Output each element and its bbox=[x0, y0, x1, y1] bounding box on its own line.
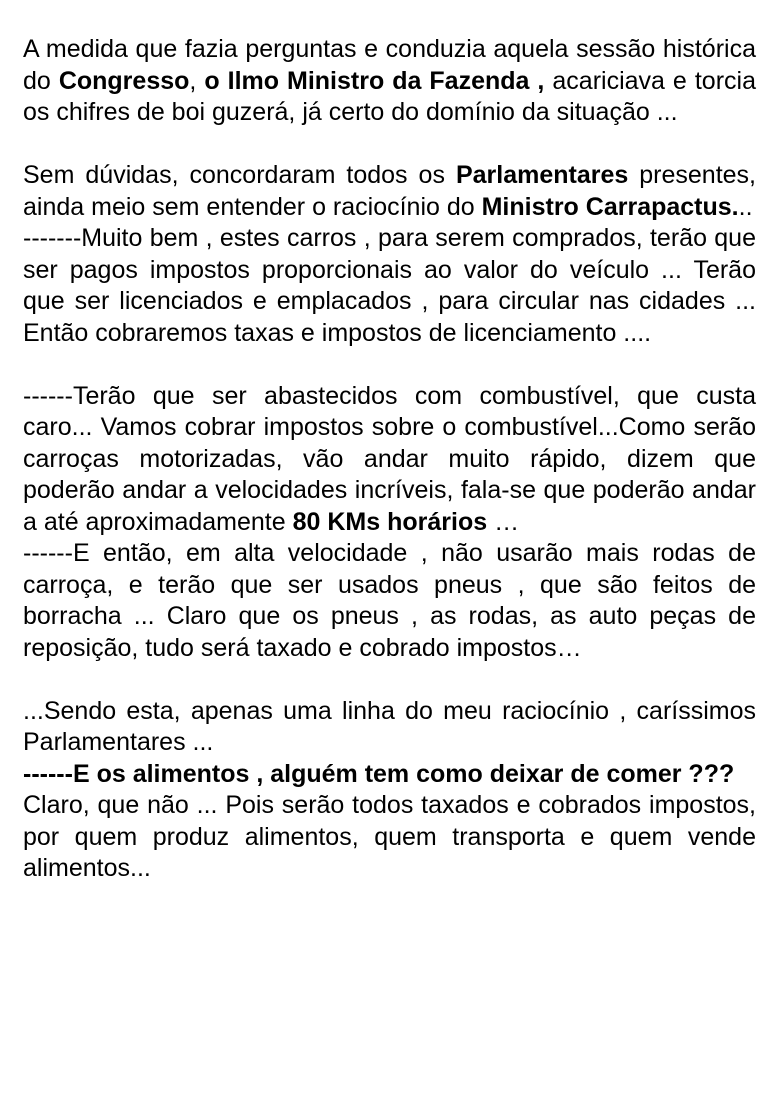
paragraph-car-taxes bbox=[23, 223, 756, 349]
text-run: Claro, que não ... Pois serão todos taxados e cobrados impostos, por quem produz alimentos, quem transporta e quem vende alimentos... bbox=[23, 791, 756, 882]
text-run: … bbox=[487, 507, 520, 536]
paragraph-spacer bbox=[23, 129, 756, 161]
text-run-bold: Congresso bbox=[58, 66, 190, 95]
paragraph-food-question bbox=[23, 759, 756, 791]
text-run-bold: 80 KMs horários bbox=[292, 507, 488, 536]
paragraph-reasoning-line bbox=[23, 696, 756, 759]
paragraph-spacer bbox=[23, 664, 756, 696]
text-run: ...Sendo esta, apenas uma linha do meu raciocínio , caríssimos Parlamentares ... bbox=[23, 696, 756, 756]
paragraph-food-taxes bbox=[23, 790, 756, 885]
text-run-bold: ------E os alimentos , alguém tem como deixar de comer ??? bbox=[23, 759, 735, 788]
text-run-bold: Parlamentares bbox=[455, 161, 629, 189]
text-run: .. bbox=[738, 192, 753, 221]
text-run-bold: Ministro Carrapactus. bbox=[481, 192, 739, 221]
text-run: -------Muito bem , estes carros , para serem comprados, terão que ser pagos impostos proporcionais ao valor do veículo ... Terão que ser licenciados e emplacados , para circular nas cidades ... Então cobraremos taxas e impostos de licenciamento .... bbox=[23, 224, 756, 347]
paragraph-congress-session bbox=[23, 34, 756, 129]
text-run: , bbox=[189, 66, 205, 95]
paragraph-tire-taxes bbox=[23, 538, 756, 664]
text-run: presentes, ainda meio sem entender o raciocínio do bbox=[23, 161, 756, 221]
paragraph-spacer bbox=[23, 349, 756, 381]
text-run: ------E então, em alta velocidade , não usarão mais rodas de carroça, e terão que ser usados pneus , que são feitos de borracha ... Claro que os pneus , as rodas, as auto peças de reposição, tudo será taxado e cobrado impostos… bbox=[23, 539, 756, 662]
text-run: A medida que fazia perguntas e conduzia aquela sessão histórica do bbox=[23, 35, 756, 95]
text-run: Sem dúvidas, concordaram todos os bbox=[23, 161, 456, 189]
paragraph-parliamentarians bbox=[23, 160, 756, 223]
text-run: acariciava e torcia os chifres de boi guzerá, já certo do domínio da situação ... bbox=[23, 66, 756, 126]
text-run: ------Terão que ser abastecidos com combustível, que custa caro... Vamos cobrar impostos sobre o combustível...Como serão carroças motorizadas, vão andar muito rápido, dizem que poderão andar a velocidades incríveis, fala-se que poderão andar a até aproximadamente bbox=[23, 381, 756, 536]
paragraph-fuel-taxes bbox=[23, 381, 756, 539]
text-run-bold: o Ilmo Ministro da Fazenda , bbox=[204, 66, 545, 95]
